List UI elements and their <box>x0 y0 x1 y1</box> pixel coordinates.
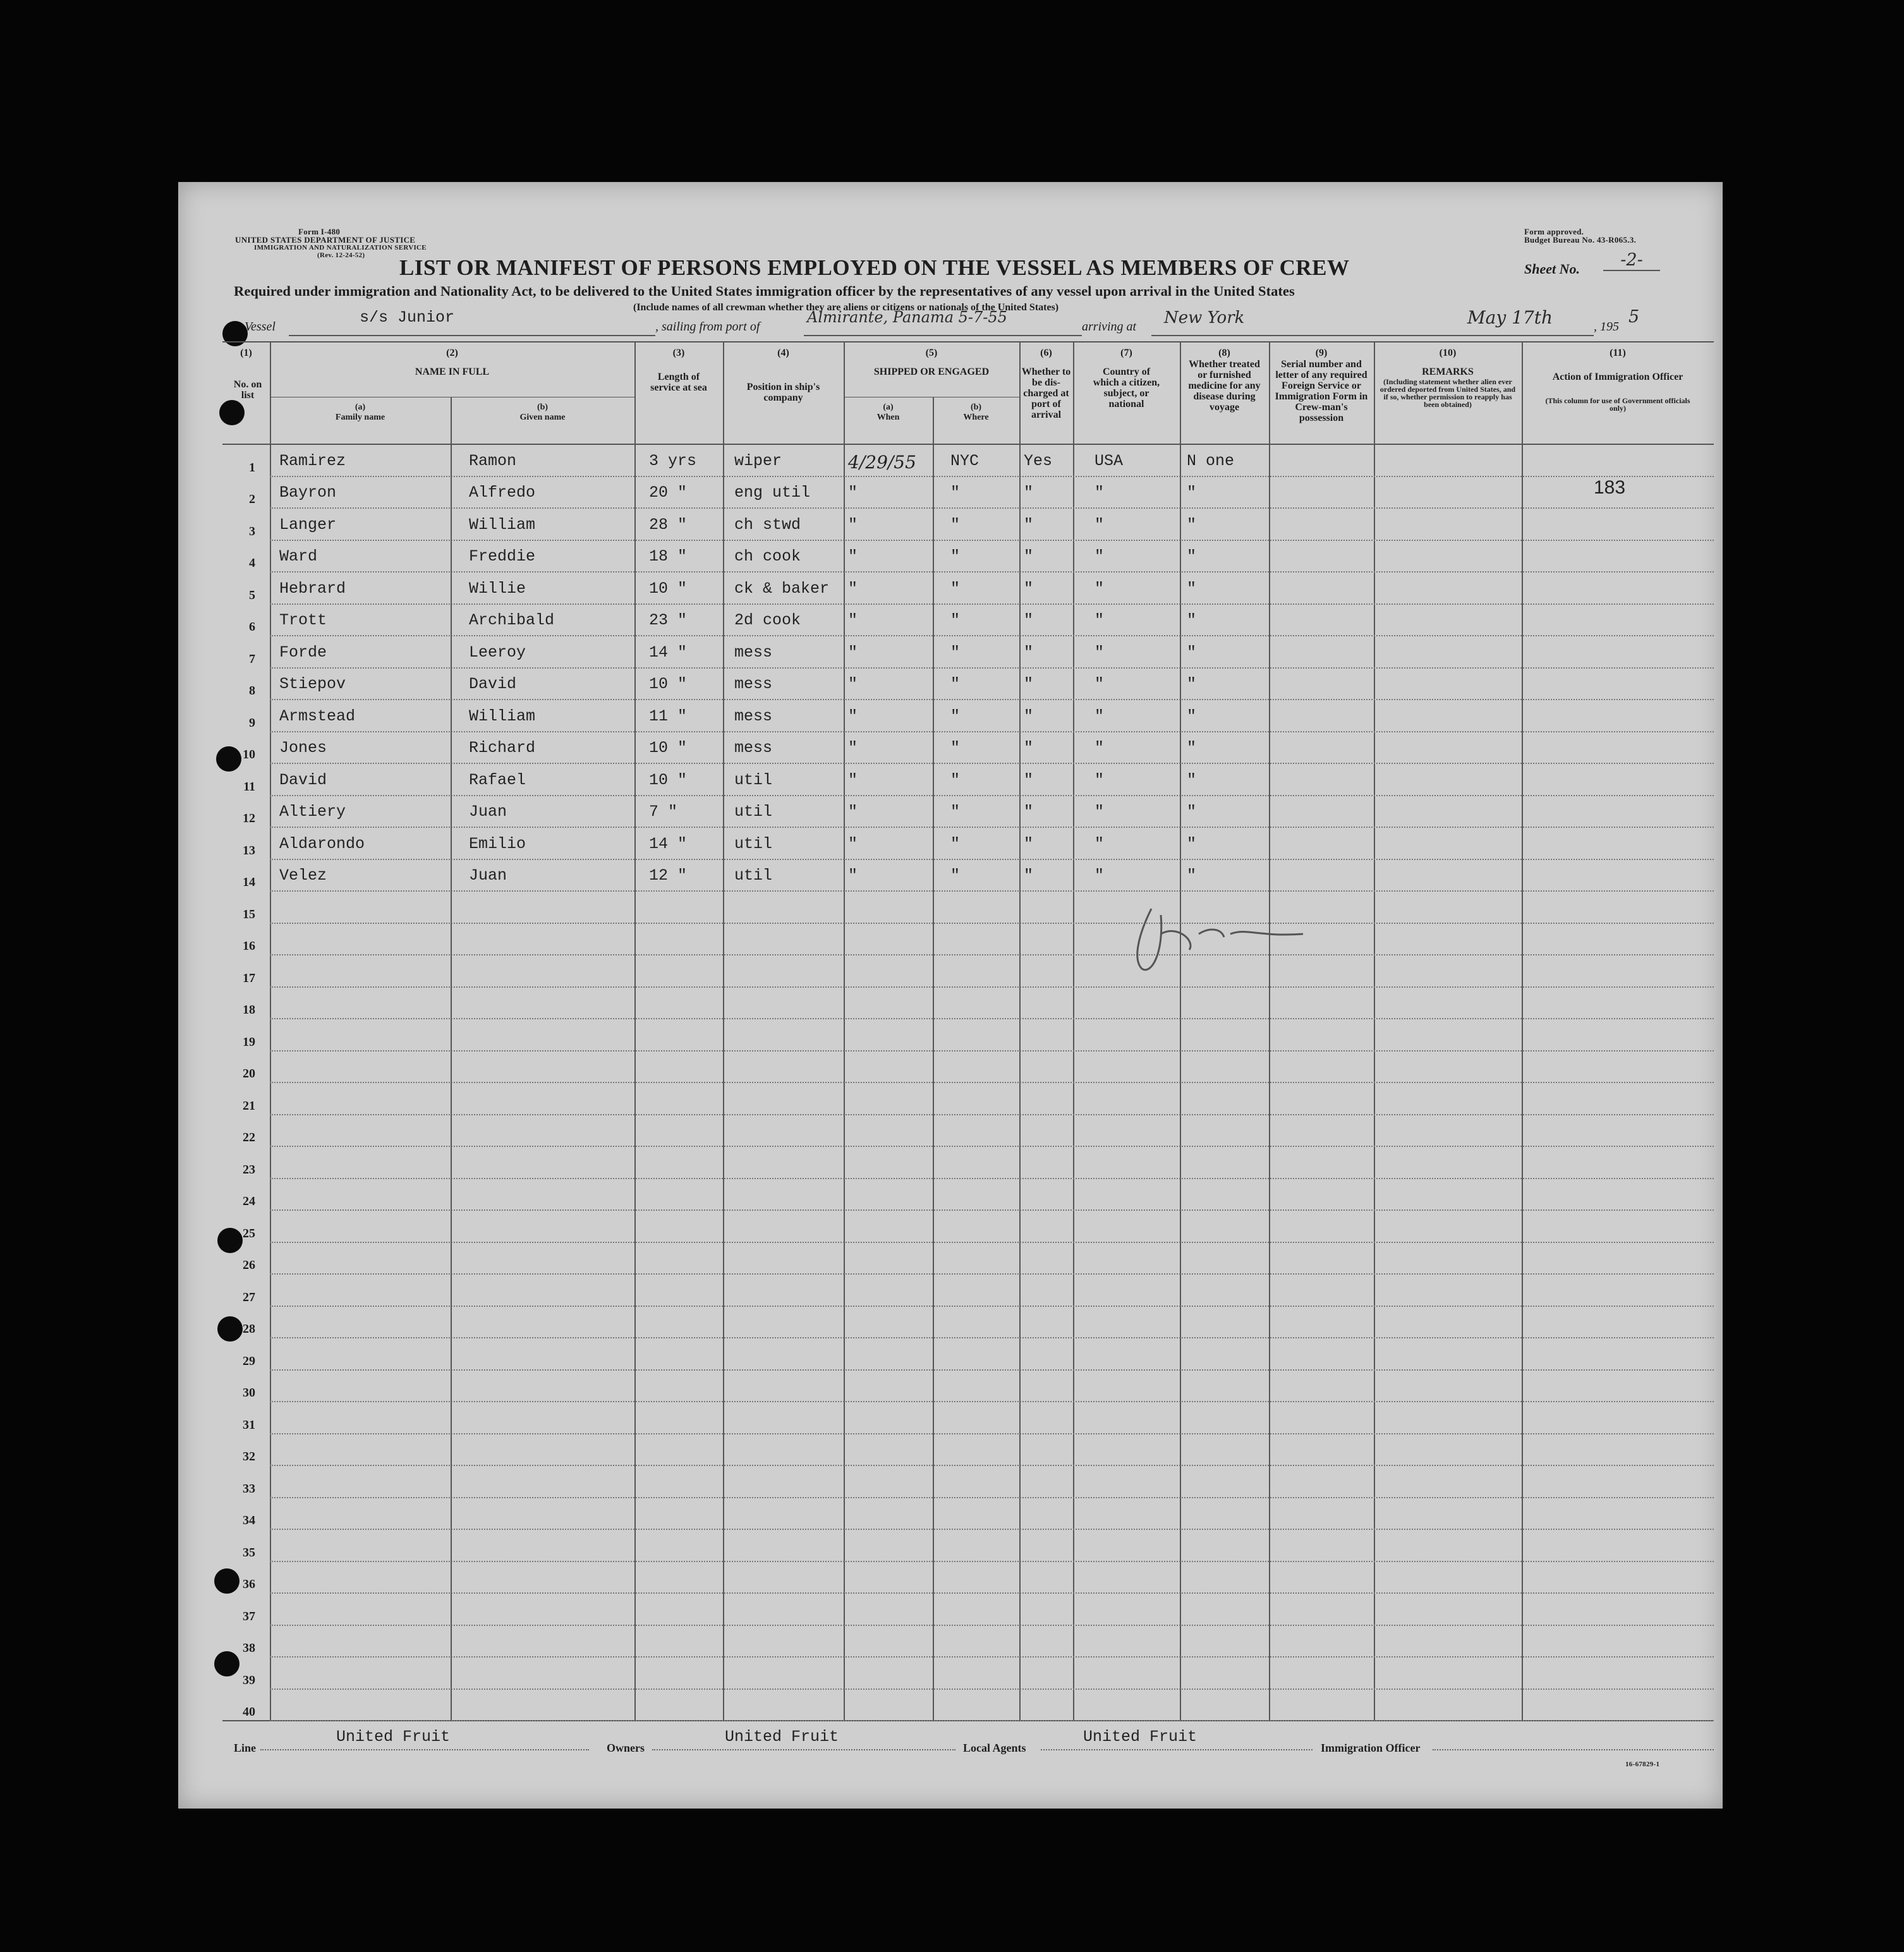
family-name-cell: Langer <box>279 515 337 534</box>
country-cell: " <box>1094 706 1105 725</box>
row-rule <box>270 1561 1714 1562</box>
medicine-cell: " <box>1187 834 1197 853</box>
service-length-cell: 10 " <box>649 579 688 598</box>
country-cell: " <box>1094 739 1105 757</box>
col9-number: (9) <box>1315 348 1328 358</box>
service-length-cell: 12 " <box>649 866 688 885</box>
action-cell: 183 <box>1594 477 1626 498</box>
country-cell: " <box>1094 643 1105 662</box>
sailing-from: Almirante, Panama 5-7-55 <box>807 308 1007 326</box>
position-cell: util <box>734 866 773 885</box>
discharged-cell: Yes <box>1024 451 1053 470</box>
col-rule <box>451 397 452 1720</box>
given-name-cell: Juan <box>469 803 507 821</box>
row-number: 33 <box>243 1481 255 1496</box>
row-rule <box>270 763 1714 764</box>
row-rule <box>270 1401 1714 1402</box>
col-rule <box>1180 341 1181 1720</box>
row-rule <box>270 731 1714 732</box>
col4-heading: Position in ship's company <box>746 382 820 403</box>
col-rule <box>933 397 934 1720</box>
given-name-cell: Freddie <box>469 547 536 566</box>
given-name-cell: Archibald <box>469 611 555 629</box>
family-name-cell: David <box>279 770 327 789</box>
shipped-where-cell: " <box>950 739 961 757</box>
medicine-cell: " <box>1187 706 1197 725</box>
discharged-cell: " <box>1024 483 1034 502</box>
sheet-number: -2- <box>1603 250 1660 271</box>
service-length-cell: 11 " <box>649 706 688 725</box>
form-number: Form I-480 <box>298 227 341 236</box>
given-name-cell: Emilio <box>469 834 526 853</box>
shipped-where-cell: " <box>950 643 961 662</box>
row-rule <box>270 507 1714 509</box>
row-number: 32 <box>243 1450 255 1464</box>
country-cell: " <box>1094 547 1105 566</box>
row-rule <box>270 923 1714 924</box>
col1-heading: No. on list <box>233 379 262 401</box>
discharged-cell: " <box>1024 675 1034 693</box>
shipped-where-cell: " <box>950 803 961 821</box>
row-rule <box>270 476 1714 477</box>
form-print-code: 16-67829-1 <box>1625 1761 1660 1768</box>
col4-number: (4) <box>777 348 789 358</box>
medicine-cell: " <box>1187 579 1197 598</box>
row-number: 39 <box>243 1673 255 1687</box>
country-cell: " <box>1094 803 1105 821</box>
row-number: 38 <box>243 1641 255 1655</box>
col-rule <box>1269 341 1270 1720</box>
row-rule <box>270 1050 1714 1052</box>
col11-heading: Action of Immigration Officer <box>1552 372 1683 382</box>
service-length-cell: 18 " <box>649 547 688 566</box>
row-rule <box>270 1688 1714 1690</box>
family-name-cell: Bayron <box>279 483 337 502</box>
given-name-cell: Alfredo <box>469 483 536 502</box>
family-name-cell: Stiepov <box>279 675 346 693</box>
country-cell: " <box>1094 515 1105 534</box>
shipped-where-cell: " <box>950 866 961 885</box>
row-rule <box>270 859 1714 860</box>
country-cell: " <box>1094 834 1105 853</box>
service-length-cell: 7 " <box>649 803 678 821</box>
col10-number: (10) <box>1439 348 1457 358</box>
row-rule <box>270 1178 1714 1179</box>
row-rule <box>270 1592 1714 1594</box>
family-name-cell: Ramirez <box>279 451 346 470</box>
line-underline <box>260 1749 589 1750</box>
row-rule <box>270 1242 1714 1243</box>
row-number: 17 <box>243 971 255 985</box>
line-label: Line <box>234 1742 257 1754</box>
discharged-cell: " <box>1024 706 1034 725</box>
shipped-where-cell: " <box>950 611 961 629</box>
discharged-cell: " <box>1024 579 1034 598</box>
shipped-where-cell: " <box>950 675 961 693</box>
row-number: 21 <box>243 1098 255 1113</box>
service-length-cell: 10 " <box>649 770 688 789</box>
row-rule <box>270 1146 1714 1147</box>
shipped-where-cell: " <box>950 515 961 534</box>
row-number: 37 <box>243 1609 255 1623</box>
row-number: 20 <box>243 1067 255 1081</box>
col5-heading: SHIPPED OR ENGAGED <box>873 367 990 377</box>
row-rule <box>270 986 1714 988</box>
owners-label: Owners <box>607 1742 645 1754</box>
row-rule <box>270 571 1714 573</box>
position-cell: ck & baker <box>734 579 830 598</box>
punch-hole <box>222 321 248 346</box>
family-name-cell: Armstead <box>279 706 356 725</box>
shipped-when-cell: " <box>848 675 858 693</box>
col7-heading: Country of which a citizen, subject, or national <box>1093 367 1160 409</box>
row-rule <box>270 795 1714 796</box>
row-number: 40 <box>243 1705 255 1719</box>
row-number: 15 <box>243 907 255 921</box>
subtitle: Required under immigration and Nationality Act, to be delivered to the United States immigration officer by the representatives of any vessel upon arrival in the United States <box>234 283 1295 299</box>
col7-number: (7) <box>1120 348 1132 358</box>
shipped-where-cell: " <box>950 706 961 725</box>
medicine-cell: " <box>1187 770 1197 789</box>
arriving-label: arriving at <box>1082 320 1137 334</box>
shipped-when-cell: " <box>848 706 858 725</box>
col2-number: (2) <box>446 348 458 358</box>
row-number: 11 <box>243 779 255 794</box>
col-rule <box>270 341 271 1720</box>
row-rule <box>270 1497 1714 1498</box>
service-length-cell: 23 " <box>649 611 688 629</box>
given-name-cell: Willie <box>469 579 526 598</box>
col1-number: (1) <box>240 348 252 358</box>
row-number: 6 <box>249 620 255 634</box>
row-rule <box>270 1369 1714 1371</box>
country-cell: " <box>1094 770 1105 789</box>
position-cell: 2d cook <box>734 611 801 629</box>
row-number: 35 <box>243 1545 255 1560</box>
vessel-label: Vessel <box>245 320 276 334</box>
position-cell: mess <box>734 643 773 662</box>
vessel-name: s/s Junior <box>360 308 455 327</box>
row-rule <box>270 1656 1714 1658</box>
service-length-cell: 14 " <box>649 834 688 853</box>
shipped-where-cell: " <box>950 483 961 502</box>
arriving-underline <box>1151 335 1594 336</box>
service-length-cell: 3 yrs <box>649 451 697 470</box>
shipped-when-cell: " <box>848 483 858 502</box>
officer-underline <box>1433 1749 1714 1750</box>
medicine-cell: " <box>1187 739 1197 757</box>
country-cell: " <box>1094 866 1105 885</box>
row-rule <box>270 1433 1714 1434</box>
row-rule <box>270 1082 1714 1083</box>
row-number: 2 <box>249 492 255 506</box>
col2a-letter: (a) <box>355 403 366 412</box>
sheet-label: Sheet No. <box>1524 261 1580 277</box>
given-name-cell: Rafael <box>469 770 526 789</box>
row-number: 19 <box>243 1034 255 1049</box>
row-rule <box>270 699 1714 700</box>
col-rule <box>634 341 636 1720</box>
row-number: 14 <box>243 875 255 889</box>
family-name-cell: Forde <box>279 643 327 662</box>
family-name-cell: Hebrard <box>279 579 346 598</box>
given-name-cell: Ramon <box>469 451 517 470</box>
col9-heading: Serial number and letter of any required Foreign Service or Immigration Form in Crew-man's possession <box>1275 359 1368 423</box>
service-length-cell: 28 " <box>649 515 688 534</box>
col5a-label: When <box>876 413 900 422</box>
shipped-where-cell: " <box>950 547 961 566</box>
medicine-cell: " <box>1187 483 1197 502</box>
discharged-cell: " <box>1024 770 1034 789</box>
agents-underline <box>1041 1749 1313 1750</box>
medicine-cell: " <box>1187 643 1197 662</box>
row-number: 31 <box>243 1417 255 1432</box>
line-value: United Fruit <box>336 1728 451 1746</box>
col6-heading: Whether to be dis-charged at port of arrival <box>1021 367 1071 420</box>
sailing-underline <box>804 335 1082 336</box>
shipped-where-cell: NYC <box>950 451 979 470</box>
row-number: 26 <box>243 1258 255 1272</box>
col-rule <box>844 341 845 1720</box>
row-rule <box>270 890 1714 892</box>
row-rule <box>270 1114 1714 1115</box>
owners-value: United Fruit <box>725 1728 839 1746</box>
year-prefix: , 195 <box>1594 320 1619 334</box>
medicine-cell: " <box>1187 803 1197 821</box>
row-number: 25 <box>243 1226 255 1240</box>
shipped-where-cell: " <box>950 834 961 853</box>
position-cell: mess <box>734 675 773 693</box>
row-rule <box>270 667 1714 669</box>
discharged-cell: " <box>1024 834 1034 853</box>
page-title: LIST OR MANIFEST OF PERSONS EMPLOYED ON THE VESSEL AS MEMBERS OF CREW <box>399 255 1350 280</box>
col8-heading: Whether treated or furnished medicine for any disease during voyage <box>1188 359 1261 413</box>
medicine-cell: " <box>1187 866 1197 885</box>
col6-number: (6) <box>1040 348 1052 358</box>
shipped-where-cell: " <box>950 770 961 789</box>
shipped-when-cell: " <box>848 866 858 885</box>
col-rule <box>1374 341 1375 1720</box>
position-cell: ch cook <box>734 547 801 566</box>
position-cell: ch stwd <box>734 515 801 534</box>
agents-label: Local Agents <box>963 1742 1026 1754</box>
position-cell: util <box>734 770 773 789</box>
col-rule <box>1019 341 1021 1720</box>
family-name-cell: Ward <box>279 547 318 566</box>
col5-number: (5) <box>925 348 938 358</box>
row-number: 30 <box>243 1386 255 1400</box>
row-rule <box>270 1465 1714 1466</box>
row-rule <box>270 540 1714 541</box>
row-rule <box>270 1306 1714 1307</box>
col-rule <box>1073 341 1074 1720</box>
row-rule <box>270 1625 1714 1626</box>
shipped-when-cell: " <box>848 643 858 662</box>
shipped-when-cell: " <box>848 834 858 853</box>
service-length-cell: 10 " <box>649 739 688 757</box>
given-name-cell: William <box>469 515 536 534</box>
row-number: 16 <box>243 939 255 953</box>
given-name-cell: Leeroy <box>469 643 526 662</box>
row-number: 34 <box>243 1513 255 1527</box>
shipped-when-cell: " <box>848 803 858 821</box>
col5b-letter: (b) <box>970 403 982 412</box>
col5b-label: Where <box>963 413 989 422</box>
given-name-cell: William <box>469 706 536 725</box>
discharged-cell: " <box>1024 611 1034 629</box>
row-number: 22 <box>243 1131 255 1144</box>
country-cell: USA <box>1094 451 1124 470</box>
shipped-when-cell: 4/29/55 <box>848 451 916 473</box>
table-top-rule <box>222 341 1714 343</box>
row-number: 9 <box>249 715 255 730</box>
shipped-when-cell: " <box>848 579 858 598</box>
row-number: 23 <box>243 1162 255 1177</box>
col-rule <box>723 341 724 1720</box>
punch-hole <box>219 400 245 425</box>
row-number: 4 <box>249 556 255 570</box>
vessel-underline <box>289 335 655 336</box>
col11-number: (11) <box>1610 348 1626 358</box>
service-name: IMMIGRATION AND NATURALIZATION SERVICE <box>254 244 427 252</box>
position-cell: util <box>734 834 773 853</box>
given-name-cell: Richard <box>469 739 536 757</box>
sailing-label: , sailing from port of <box>655 320 760 334</box>
shipped-when-cell: " <box>848 547 858 566</box>
col5a-letter: (a) <box>883 403 894 412</box>
col2a-label: Family name <box>335 413 385 422</box>
country-cell: " <box>1094 579 1105 598</box>
row-rule <box>270 1209 1714 1211</box>
medicine-cell: " <box>1187 611 1197 629</box>
medicine-cell: N one <box>1187 451 1235 470</box>
position-cell: eng util <box>734 483 811 502</box>
officer-signature <box>1113 890 1322 978</box>
discharged-cell: " <box>1024 803 1034 821</box>
given-name-cell: Juan <box>469 866 507 885</box>
arriving-at: New York <box>1164 308 1245 327</box>
shipped-when-cell: " <box>848 611 858 629</box>
department: UNITED STATES DEPARTMENT OF JUSTICE <box>235 235 416 245</box>
col-rule <box>1522 341 1523 1720</box>
family-name-cell: Aldarondo <box>279 834 365 853</box>
manifest-sheet <box>178 182 1723 1809</box>
service-length-cell: 20 " <box>649 483 688 502</box>
position-cell: util <box>734 803 773 821</box>
officer-label: Immigration Officer <box>1321 1742 1421 1754</box>
row-rule <box>270 603 1714 605</box>
row-number: 28 <box>243 1322 255 1336</box>
row-number: 5 <box>249 588 255 602</box>
row-rule <box>270 1337 1714 1338</box>
shipped-when-cell: " <box>848 770 858 789</box>
row-number: 1 <box>249 460 255 475</box>
country-cell: " <box>1094 483 1105 502</box>
row-rule <box>270 1018 1714 1019</box>
family-name-cell: Altiery <box>279 803 346 821</box>
row-number: 8 <box>249 684 255 698</box>
row-number: 24 <box>243 1194 255 1208</box>
row-number: 3 <box>249 524 255 538</box>
budget-bureau: Budget Bureau No. 43-R065.3. <box>1524 235 1637 245</box>
shipped-when-cell: " <box>848 739 858 757</box>
row-number: 12 <box>243 811 255 825</box>
country-cell: " <box>1094 611 1105 629</box>
row-number: 13 <box>243 843 255 858</box>
row-number: 27 <box>243 1290 255 1304</box>
shipped-where-cell: " <box>950 579 961 598</box>
discharged-cell: " <box>1024 643 1034 662</box>
discharged-cell: " <box>1024 739 1034 757</box>
form-approved: Form approved. <box>1524 227 1584 236</box>
family-name-cell: Jones <box>279 739 327 757</box>
row-rule <box>270 1529 1714 1530</box>
col2b-label: Given name <box>519 413 566 422</box>
col10-heading: REMARKS <box>1422 367 1474 377</box>
discharged-cell: " <box>1024 547 1034 566</box>
family-name-cell: Trott <box>279 611 327 629</box>
family-name-cell: Velez <box>279 866 327 885</box>
year-digit: 5 <box>1628 307 1640 327</box>
service-length-cell: 10 " <box>649 675 688 693</box>
given-name-cell: David <box>469 675 517 693</box>
medicine-cell: " <box>1187 675 1197 693</box>
country-cell: " <box>1094 675 1105 693</box>
row-rule <box>270 1273 1714 1275</box>
col2-heading: NAME IN FULL <box>415 367 490 377</box>
row-number: 29 <box>243 1354 255 1368</box>
header-bottom-rule <box>222 444 1714 445</box>
row-number: 18 <box>243 1003 255 1017</box>
service-length-cell: 14 " <box>649 643 688 662</box>
row-rule <box>270 1720 1714 1721</box>
medicine-cell: " <box>1187 515 1197 534</box>
arrival-date: May 17th <box>1467 307 1553 328</box>
row-number: 10 <box>243 748 255 761</box>
row-rule <box>270 635 1714 636</box>
agents-value: United Fruit <box>1083 1728 1198 1746</box>
instructions-note: (Include names of all crewman whether they are aliens or citizens or nationals of the United States) <box>633 302 1059 313</box>
shipped-when-cell: " <box>848 515 858 534</box>
position-cell: wiper <box>734 451 782 470</box>
owners-underline <box>652 1749 955 1750</box>
revision: (Rev. 12-24-52) <box>317 252 365 259</box>
row-number: 36 <box>243 1577 255 1591</box>
col3-number: (3) <box>672 348 685 358</box>
col2b-letter: (b) <box>537 403 549 412</box>
position-cell: mess <box>734 739 773 757</box>
col8-number: (8) <box>1218 348 1230 358</box>
position-cell: mess <box>734 706 773 725</box>
discharged-cell: " <box>1024 866 1034 885</box>
row-number: 7 <box>249 652 255 666</box>
col11-subheading: (This column for use of Government officials only) <box>1545 396 1690 413</box>
row-rule <box>270 827 1714 828</box>
row-rule <box>270 954 1714 955</box>
col3-heading: Length of service at sea <box>650 372 707 393</box>
col10-subheading: (Including statement whether alien ever ordered deported from United States, and if so, whether permission to reapply has been obtained) <box>1379 377 1516 409</box>
discharged-cell: " <box>1024 515 1034 534</box>
medicine-cell: " <box>1187 547 1197 566</box>
